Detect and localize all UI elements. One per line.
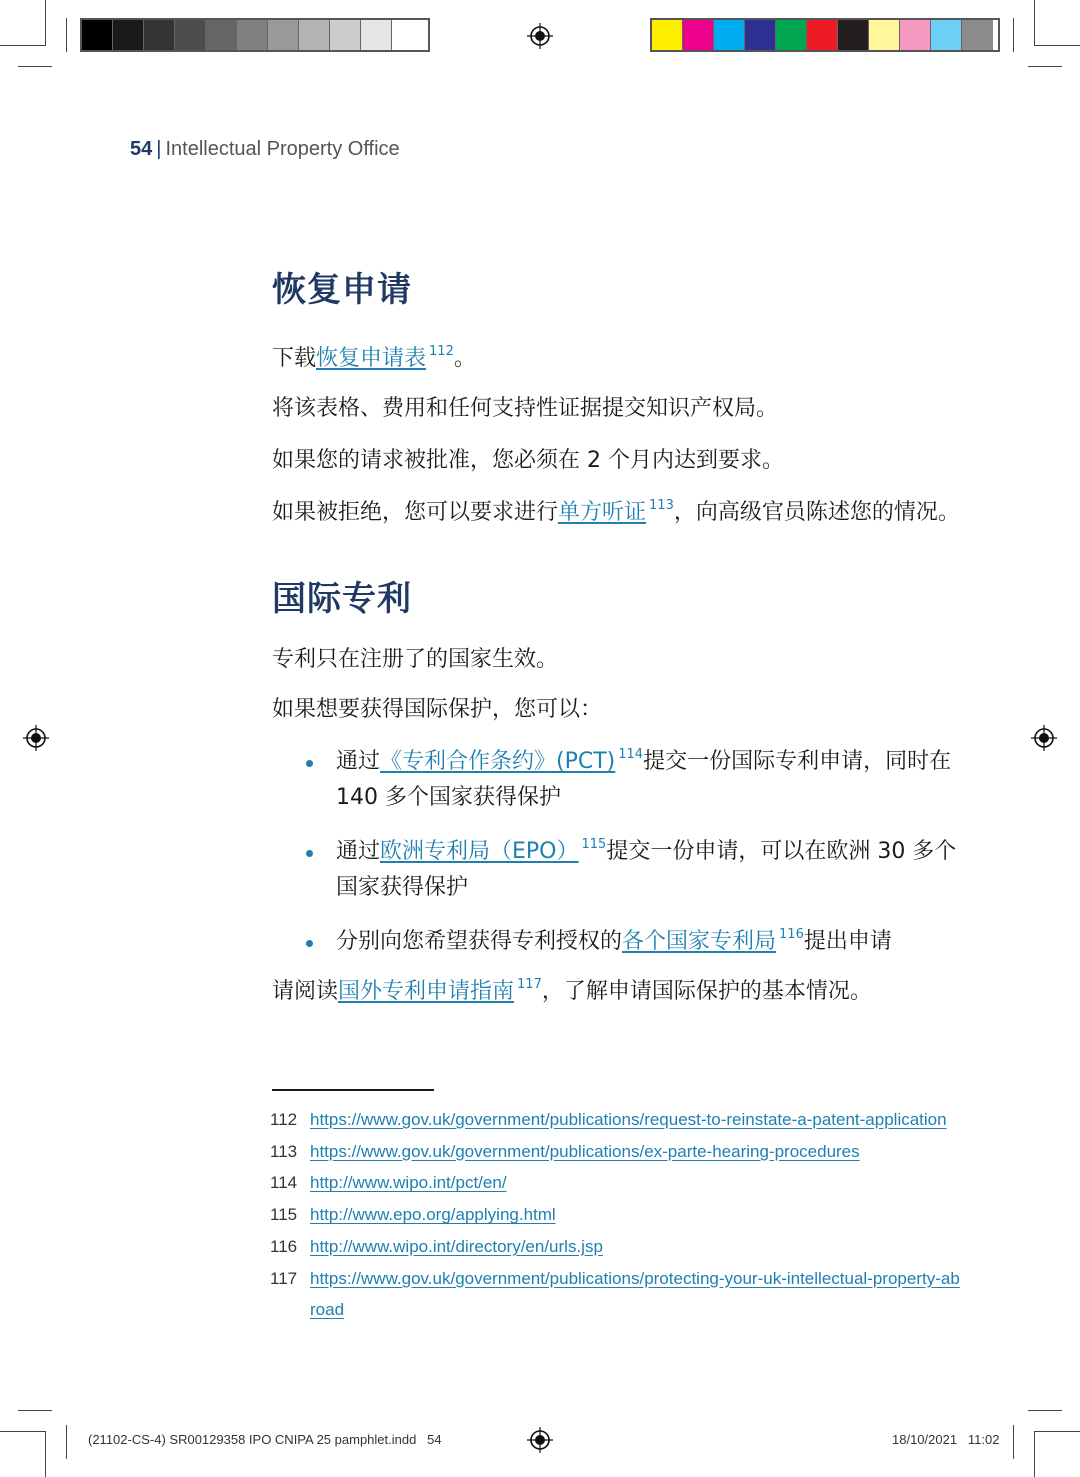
grayscale-color-bar xyxy=(80,18,430,52)
header-separator: | xyxy=(156,138,162,160)
footnote-number: 113 xyxy=(270,1141,298,1161)
text: 如果被拒绝，您可以要求进行 xyxy=(272,500,559,525)
crop-mark xyxy=(1034,45,1080,46)
slug-date: 18/10/2021 xyxy=(892,1432,958,1447)
footnote xyxy=(270,1136,960,1168)
text: 通过 xyxy=(336,839,381,864)
crop-mark xyxy=(18,1410,52,1411)
text: 通过 xyxy=(336,749,381,774)
color-swatch xyxy=(206,20,237,50)
section-heading-international-patents: 国际专利 xyxy=(272,579,412,619)
footnote-link[interactable]: http://www.wipo.int/directory/en/urls.jsp xyxy=(310,1236,603,1256)
text: 下载 xyxy=(272,346,317,371)
crop-mark xyxy=(1013,18,1014,52)
pct-link[interactable]: 《专利合作条约》(PCT) xyxy=(380,749,616,774)
text: 提交一份申请，可以在欧洲 30 多个国家获得保护 xyxy=(336,839,957,900)
text: 提出申请 xyxy=(803,929,892,954)
footnote xyxy=(270,1167,960,1199)
national-offices-link[interactable]: 各个国家专利局 xyxy=(622,929,777,954)
footnote-link[interactable]: https://www.gov.uk/government/publications/protecting-your-uk-intellectual-property-abroad xyxy=(310,1268,960,1320)
slug-time: 11:02 xyxy=(967,1432,1000,1447)
color-swatch xyxy=(175,20,206,50)
text: 分别向您希望获得专利授权的 xyxy=(336,929,623,954)
crop-mark xyxy=(0,1431,46,1432)
print-slug-date xyxy=(892,1432,1000,1447)
footnote xyxy=(270,1199,960,1231)
crop-mark xyxy=(66,1425,67,1459)
footnote-link[interactable]: https://www.gov.uk/government/publications/request-to-reinstate-a-patent-application xyxy=(310,1110,947,1129)
text: ，了解申请国际保护的基本情况。 xyxy=(541,979,872,1004)
color-swatch xyxy=(299,20,330,50)
color-swatch xyxy=(962,20,993,50)
color-swatch xyxy=(931,20,962,50)
footnote-ref[interactable]: 116 xyxy=(779,927,804,942)
bullet-icon xyxy=(306,940,313,947)
registration-mark-icon xyxy=(23,725,49,751)
crop-mark xyxy=(66,18,67,52)
color-swatch xyxy=(82,20,113,50)
color-swatch xyxy=(900,20,931,50)
epo-link[interactable]: 欧洲专利局（EPO） xyxy=(380,839,579,864)
crop-mark xyxy=(1013,1425,1014,1459)
crop-mark xyxy=(1034,1431,1035,1477)
footnote-number: 117 xyxy=(270,1268,298,1288)
bullet-icon xyxy=(306,850,313,857)
crop-mark xyxy=(1034,1431,1080,1432)
registration-mark-icon xyxy=(527,23,553,49)
footnote xyxy=(270,1263,960,1326)
footnotes xyxy=(270,1104,960,1326)
color-swatch xyxy=(683,20,714,50)
crop-mark xyxy=(45,1431,46,1477)
crop-mark xyxy=(1028,1410,1062,1411)
text: ，向高级官员陈述您的情况。 xyxy=(673,500,960,525)
paragraph: 专利只在注册了的国家生效。 xyxy=(272,647,559,672)
list-item xyxy=(272,744,962,816)
slug-filename: (21102-CS-4) SR00129358 IPO CNIPA 25 pamphlet.indd xyxy=(88,1432,417,1447)
patenting-abroad-guide-link[interactable]: 国外专利申请指南 xyxy=(338,979,515,1004)
crop-mark xyxy=(1034,0,1035,46)
color-swatch xyxy=(330,20,361,50)
footnote-ref[interactable]: 112 xyxy=(429,344,454,359)
slug-page: 54 xyxy=(427,1432,442,1447)
main-content xyxy=(272,262,962,1010)
footnote-ref[interactable]: 114 xyxy=(618,747,644,762)
text: 。 xyxy=(453,346,476,371)
footnote-number: 112 xyxy=(270,1110,298,1129)
color-swatch xyxy=(392,20,423,50)
footnote-number: 115 xyxy=(270,1205,298,1225)
color-swatch xyxy=(807,20,838,50)
footnote xyxy=(270,1231,960,1263)
process-color-bar xyxy=(650,18,1000,52)
color-swatch xyxy=(237,20,268,50)
options-list xyxy=(272,744,962,960)
paragraph xyxy=(272,495,962,531)
color-swatch xyxy=(869,20,900,50)
list-item xyxy=(272,924,962,960)
color-swatch xyxy=(144,20,175,50)
color-swatch xyxy=(776,20,807,50)
color-swatch xyxy=(652,20,683,50)
crop-mark xyxy=(45,0,46,46)
footnote-link[interactable]: https://www.gov.uk/government/publications/ex-parte-hearing-procedures xyxy=(310,1141,860,1161)
section-heading-reinstatement: 恢复申请 xyxy=(272,270,412,310)
paragraph: 如果您的请求被批准，您必须在 2 个月内达到要求。 xyxy=(272,448,784,473)
footnote-ref[interactable]: 117 xyxy=(517,977,542,992)
paragraph: 将该表格、费用和任何支持性证据提交知识产权局。 xyxy=(272,396,779,421)
paragraph: 如果想要获得国际保护，您可以： xyxy=(272,697,603,722)
running-header xyxy=(130,138,400,161)
bullet-icon xyxy=(306,760,313,767)
text: 请阅读 xyxy=(272,979,339,1004)
color-swatch xyxy=(113,20,144,50)
color-swatch xyxy=(361,20,392,50)
ex-parte-hearing-link[interactable]: 单方听证 xyxy=(558,500,647,525)
registration-mark-icon xyxy=(1031,725,1057,751)
paragraph xyxy=(272,341,962,377)
crop-mark xyxy=(1028,66,1062,67)
header-title: Intellectual Property Office xyxy=(165,138,400,160)
color-swatch xyxy=(268,20,299,50)
paragraph xyxy=(272,974,962,1010)
page-number: 54 xyxy=(130,138,153,160)
reinstatement-form-link[interactable]: 恢复申请表 xyxy=(316,346,427,371)
color-swatch xyxy=(714,20,745,50)
crop-mark xyxy=(0,45,46,46)
footnote-ref[interactable]: 113 xyxy=(649,498,674,513)
footnote-number: 114 xyxy=(270,1173,298,1193)
registration-mark-icon xyxy=(527,1427,553,1453)
footnote xyxy=(270,1104,960,1136)
text: 提交一份国际专利申请，同时在 140 多个国家获得保护 xyxy=(336,749,952,810)
footnote-number: 116 xyxy=(270,1236,298,1256)
footnote-link[interactable]: http://www.epo.org/applying.html xyxy=(310,1205,556,1225)
footnote-divider xyxy=(272,1089,434,1091)
print-slug-file xyxy=(88,1432,442,1447)
footnote-link[interactable]: http://www.wipo.int/pct/en/ xyxy=(310,1173,507,1193)
color-swatch xyxy=(745,20,776,50)
list-item xyxy=(272,834,962,906)
color-swatch xyxy=(838,20,869,50)
footnote-ref[interactable]: 115 xyxy=(581,837,607,852)
crop-mark xyxy=(18,66,52,67)
